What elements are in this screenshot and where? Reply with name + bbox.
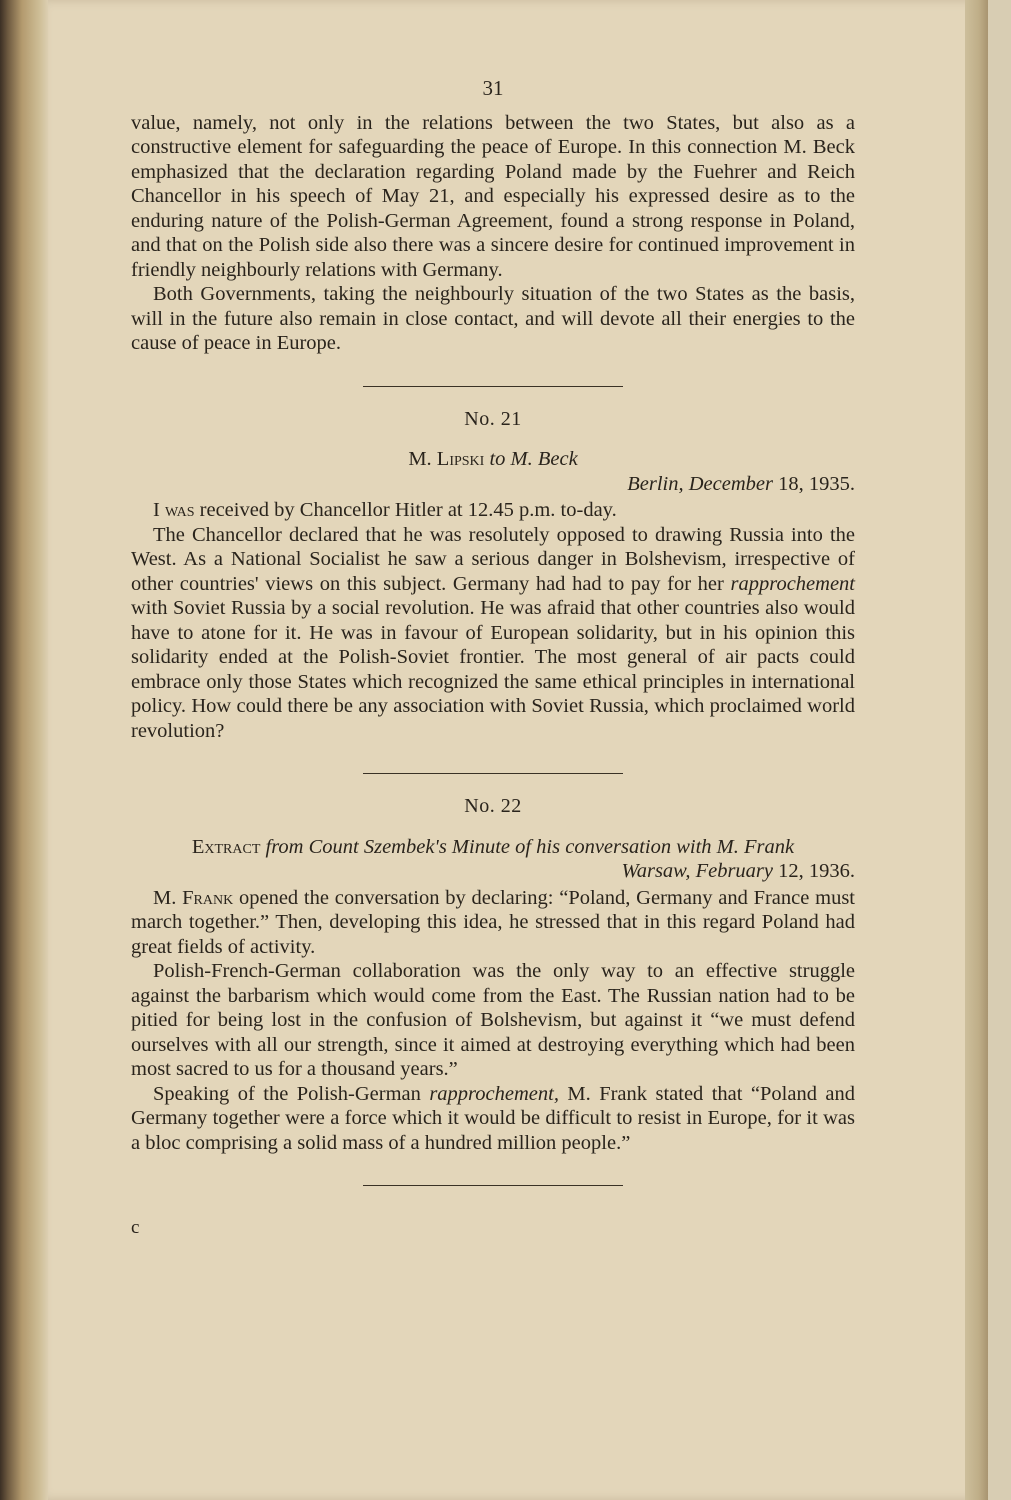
opening-text: received by Chancellor Hitler at 12.45 p.m. to-day. [199, 499, 617, 521]
continued-paragraph: value, namely, not only in the relations between the two States, but also as a constructive element for safeguarding the peace of Europe. In this connection M. Beck emphasized that the declaration regarding Poland made by the Fuehrer and Reich Chancellor in his speech of May 21, and especially his expressed desire as to the enduring nature of the Polish-German Agreement, found a strong response in Poland, and that on the Polish side also there was a sincere desire for continued improvement in friendly neighbourly relations with Germany. [131, 111, 855, 281]
document-number-21: No. 21 [464, 407, 522, 430]
body-text: M. Frank stated that “Poland and Germany together were a force which it would be difficult to resist in Europe, for it was a bloc comprising a solid mass of a hundred million people.” [131, 1082, 856, 1154]
document-21-body [131, 523, 855, 744]
heading-title: from Count Szembek's Minute of his conversation with M. Frank [265, 835, 795, 858]
page-content [131, 76, 855, 1241]
document-22-para-2: Polish-French-German collaboration was the only way to an effective struggle against the barbarism which would come from the East. The Russian nation had to be pitied for being lost in the confusion of Bolshevism, but against it “we must defend ourselves with all our strength, since it aimed at destroying everything which had been most sacred to us for a thousand years.” [131, 960, 855, 1080]
heading-recipient: to M. Beck [489, 448, 578, 470]
opening-caps: I was [153, 499, 195, 521]
date-place: Warsaw, February [621, 860, 773, 882]
signature-mark: c [131, 1217, 140, 1238]
body-text: with Soviet Russia by a social revolution. He was afraid that other countries also would have to atone for it. He was in favour of European solidarity, but in his opinion this solidarity ended at the Polish-Soviet frontier. The most general of air pacts could embrace only those States which recognized the same ethical principles in international policy. How could there be any association with Soviet Russia, which proclaimed world revolution? [131, 597, 855, 742]
body-italic: rapprochement, [429, 1082, 559, 1105]
body-text: Speaking of the Polish-German [153, 1082, 421, 1105]
page-number: 31 [482, 76, 504, 100]
date-place: Berlin, December [627, 472, 773, 495]
body-text: opened the conversation by declaring: “Poland, Germany and France must march together.” Then, developing this idea, he stressed that in this regard Poland had great fields of activity. [131, 886, 855, 958]
body-text: The Chancellor declared that he was resolutely opposed to drawing Russia into the West. As a National Socialist he saw a serious danger in Bolshevism, irrespective of other countries' views on this subject. Germany had had to pay for her [131, 523, 855, 595]
date-numeric: 18, 1935. [778, 472, 855, 495]
body-italic: rapprochement [730, 572, 855, 595]
closing-paragraph: Both Governments, taking the neighbourly situation of the two States as the basis, will in the future also remain in close contact, and will devote all their energies to the cause of peace in Europe. [131, 283, 855, 354]
book-binding [0, 0, 48, 1500]
heading-caps: Extract [191, 835, 261, 858]
heading-sender: M. Lipski [408, 448, 485, 470]
document-21-opening [131, 498, 855, 523]
document-number-22: No. 22 [464, 795, 522, 817]
document-22-para-1 [131, 886, 855, 960]
dateline-21 [131, 472, 855, 497]
speaker-caps: M. Frank [153, 886, 234, 909]
section-divider [363, 1185, 623, 1186]
page-edge [965, 0, 988, 1500]
section-divider [363, 773, 623, 774]
document-22-para-3 [131, 1082, 855, 1156]
section-divider [363, 386, 623, 387]
document-heading-21 [131, 447, 855, 472]
date-numeric: 12, 1936. [778, 860, 855, 882]
dateline-22 [131, 859, 855, 884]
document-heading-22 [131, 835, 855, 860]
